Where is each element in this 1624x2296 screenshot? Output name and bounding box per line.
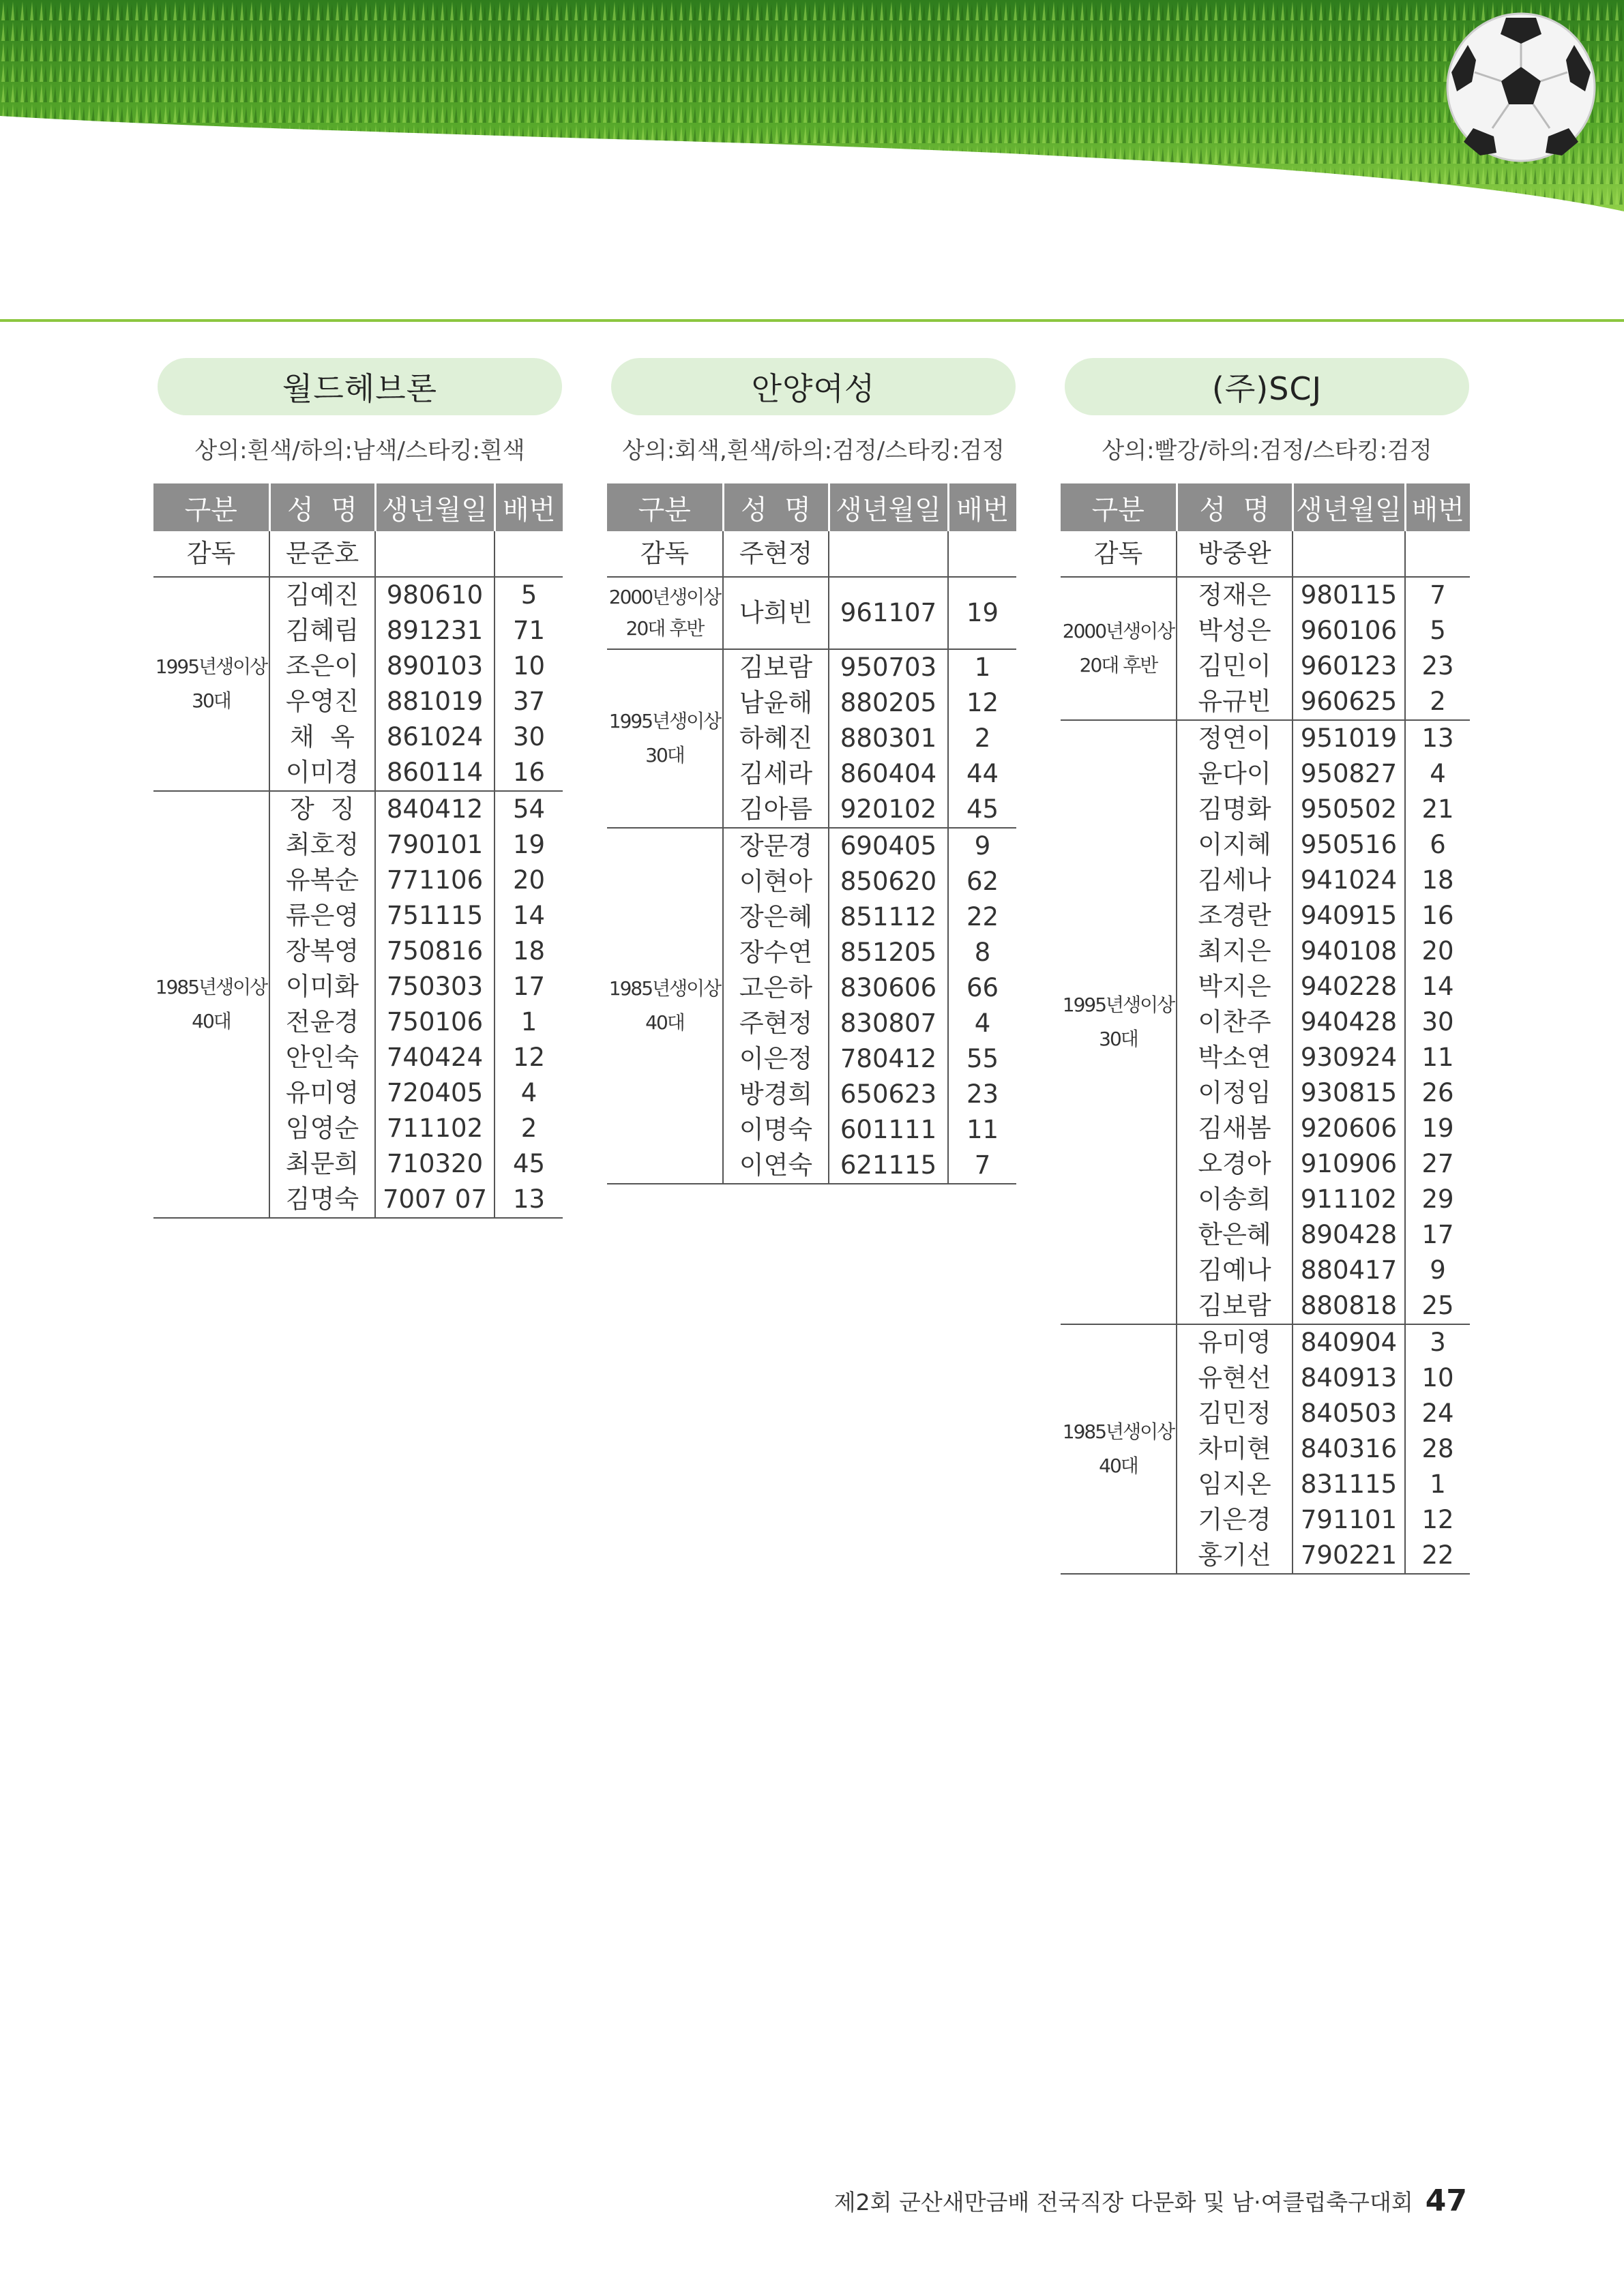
- player-name: 유현선: [1177, 1360, 1293, 1396]
- player-number: 62: [966, 867, 999, 896]
- coach-role: 감독: [607, 531, 723, 577]
- player-birthdate: 601111: [829, 1112, 948, 1148]
- player-name: 김새봄: [1177, 1111, 1293, 1146]
- player-birthdate: 951019: [1293, 720, 1405, 756]
- player-name: 조은이: [269, 648, 375, 684]
- player-name: 장복영: [269, 934, 375, 969]
- player-number: 20: [1421, 936, 1454, 966]
- player-name: 최지은: [1177, 934, 1293, 969]
- player-number: 8: [974, 938, 991, 967]
- player-row: [1061, 720, 1470, 756]
- age-group: [153, 577, 563, 791]
- player-name: 김명화: [1177, 792, 1293, 827]
- age-group-label: 2000년생이상 20대 후반: [607, 577, 723, 649]
- player-name: 류은영: [269, 898, 375, 934]
- player-name: 김민정: [1177, 1396, 1293, 1431]
- player-birthdate: 830606: [829, 970, 948, 1006]
- player-name: 박소연: [1177, 1040, 1293, 1075]
- player-number: 11: [1421, 1043, 1454, 1072]
- coach-role: 감독: [1061, 531, 1177, 577]
- player-number: 30: [512, 722, 546, 751]
- player-birthdate: 920102: [829, 792, 948, 828]
- player-name: 우영진: [269, 684, 375, 719]
- player-name: 유복순: [269, 863, 375, 898]
- player-number: 45: [948, 792, 1016, 828]
- player-birthdate: 790221: [1293, 1538, 1405, 1574]
- player-number: 5: [520, 580, 537, 610]
- player-name: 전윤경: [269, 1004, 375, 1040]
- player-number: 28: [1421, 1434, 1454, 1463]
- player-name: 남윤해: [723, 685, 829, 721]
- player-name: 홍기선: [1177, 1538, 1293, 1574]
- player-number: 12: [1421, 1505, 1454, 1534]
- player-birthdate: 980610: [375, 577, 494, 613]
- player-birthdate: 880417: [1293, 1253, 1405, 1288]
- player-birthdate: 891231: [375, 613, 494, 648]
- player-name: 김보람: [1177, 1288, 1293, 1324]
- player-name: 유미영: [269, 1075, 375, 1111]
- player-birthdate: 950703: [829, 649, 948, 685]
- player-number: 45: [512, 1149, 546, 1178]
- player-name: 김혜림: [269, 613, 375, 648]
- player-birthdate: 791101: [1293, 1502, 1405, 1538]
- player-birthdate: 860114: [375, 755, 494, 791]
- player-name: 장은혜: [723, 899, 829, 935]
- player-name: 고은하: [723, 970, 829, 1006]
- age-group-label: 1995년생이상 30대: [607, 649, 723, 828]
- player-name: 김아름: [723, 792, 829, 828]
- player-name: 유미영: [1177, 1324, 1293, 1360]
- coach-role: 감독: [153, 531, 269, 577]
- player-number: 14: [512, 901, 546, 930]
- player-birthdate: 740424: [375, 1040, 494, 1075]
- player-name: 이명숙: [723, 1112, 829, 1148]
- player-birthdate: 650623: [829, 1077, 948, 1112]
- player-birthdate: 930815: [1293, 1075, 1405, 1111]
- player-birthdate: 621115: [829, 1148, 948, 1184]
- age-group-label: 1985년생이상 40대: [607, 828, 723, 1184]
- player-birthdate: 860404: [829, 756, 948, 792]
- player-row: [607, 577, 1016, 649]
- player-number: 21: [1421, 794, 1454, 824]
- uniform-info: 상의:흰색/하의:남색/스타킹:흰색: [194, 437, 525, 464]
- player-name: 정재은: [1177, 577, 1293, 613]
- player-number: 27: [1421, 1149, 1454, 1178]
- player-name: 김세나: [1177, 863, 1293, 898]
- team-card-world-hebron: [153, 358, 566, 1219]
- uniform-info: 상의:회색,흰색/하의:검정/스타킹:검정: [622, 437, 1005, 464]
- header-category: 구분: [153, 483, 269, 531]
- team-card-anyang-women: [607, 358, 1020, 1184]
- player-name: 박성은: [1177, 613, 1293, 648]
- player-number: 26: [1421, 1078, 1454, 1107]
- player-number: 23: [966, 1079, 999, 1109]
- player-number: 25: [1405, 1288, 1470, 1324]
- header-name: 성 명: [723, 483, 829, 531]
- age-group: [607, 828, 1016, 1184]
- player-number: 7: [1430, 580, 1446, 610]
- roster-table: [153, 483, 563, 1219]
- player-name: 박지은: [1177, 969, 1293, 1004]
- player-birthdate: 950516: [1293, 827, 1405, 863]
- header-birthdate: 생년월일: [1293, 483, 1405, 531]
- player-birthdate: 930924: [1293, 1040, 1405, 1075]
- header-category: 구분: [607, 483, 723, 531]
- player-number: 14: [1421, 972, 1454, 1001]
- team-card-scj: [1061, 358, 1473, 1575]
- player-birthdate: 790101: [375, 827, 494, 863]
- coach-name: 주현정: [723, 531, 829, 577]
- age-group: [1061, 577, 1470, 720]
- player-name: 안인숙: [269, 1040, 375, 1075]
- team-name: 안양여성: [611, 358, 1016, 415]
- player-number: 18: [1421, 865, 1454, 895]
- footer-title: 제2회 군산새만금배 전국직장 다문화 및 남·여클럽축구대회: [833, 2188, 1413, 2216]
- player-birthdate: 940428: [1293, 1004, 1405, 1040]
- player-birthdate: 890103: [375, 648, 494, 684]
- player-birthdate: 780412: [829, 1041, 948, 1077]
- player-name: 정연이: [1177, 720, 1293, 756]
- player-number: 44: [966, 759, 999, 788]
- player-name: 이현아: [723, 864, 829, 899]
- player-row: [153, 791, 563, 827]
- player-name: 최문희: [269, 1146, 375, 1182]
- player-birthdate: 750106: [375, 1004, 494, 1040]
- player-number: 7: [948, 1148, 1016, 1184]
- player-birthdate: 940108: [1293, 934, 1405, 969]
- player-number: 17: [1421, 1220, 1454, 1249]
- player-birthdate: 851112: [829, 899, 948, 935]
- player-birthdate: 850620: [829, 864, 948, 899]
- player-name: 기은경: [1177, 1502, 1293, 1538]
- player-name: 방경희: [723, 1077, 829, 1112]
- player-birthdate: 750816: [375, 934, 494, 969]
- player-name: 채 옥: [269, 719, 375, 755]
- age-group-label: 2000년생이상 20대 후반: [1061, 577, 1177, 720]
- player-birthdate: 960106: [1293, 613, 1405, 648]
- player-birthdate: 840904: [1293, 1324, 1405, 1360]
- player-name: 하혜진: [723, 721, 829, 756]
- player-number: 19: [1421, 1114, 1454, 1143]
- player-row: [153, 577, 563, 613]
- player-name: 김예진: [269, 577, 375, 613]
- player-birthdate: 940228: [1293, 969, 1405, 1004]
- player-name: 김세라: [723, 756, 829, 792]
- player-number: 11: [966, 1115, 999, 1144]
- player-birthdate: 890428: [1293, 1217, 1405, 1253]
- player-birthdate: 880301: [829, 721, 948, 756]
- age-group-label: 1985년생이상 40대: [153, 791, 269, 1218]
- player-number: 19: [512, 830, 546, 859]
- header-name: 성 명: [269, 483, 375, 531]
- player-number: 54: [512, 794, 546, 824]
- player-name: 이송희: [1177, 1182, 1293, 1217]
- player-number: 24: [1421, 1399, 1454, 1428]
- player-name: 장문경: [723, 828, 829, 864]
- player-number: 4: [520, 1078, 537, 1107]
- player-number: 9: [1430, 1255, 1446, 1285]
- player-birthdate: 881019: [375, 684, 494, 719]
- age-group: [607, 649, 1016, 828]
- player-number: 30: [1421, 1007, 1454, 1037]
- player-name: 이미화: [269, 969, 375, 1004]
- soccer-ball-icon: [1447, 14, 1595, 161]
- player-birthdate: 911102: [1293, 1182, 1405, 1217]
- player-birthdate: 940915: [1293, 898, 1405, 934]
- player-birthdate: 880205: [829, 685, 948, 721]
- player-number: 2: [974, 724, 991, 753]
- header-birthdate: 생년월일: [375, 483, 494, 531]
- player-birthdate: 840316: [1293, 1431, 1405, 1467]
- player-number: 29: [1421, 1184, 1454, 1214]
- green-divider: [0, 319, 1624, 322]
- player-name: 이은정: [723, 1041, 829, 1077]
- player-name: 임지온: [1177, 1467, 1293, 1502]
- player-birthdate: 840412: [375, 791, 494, 827]
- player-number: 23: [1421, 651, 1454, 681]
- player-number: 19: [948, 577, 1016, 649]
- player-birthdate: 960625: [1293, 684, 1405, 720]
- header-number: 배번: [948, 483, 1016, 531]
- player-name: 김보람: [723, 649, 829, 685]
- team-name: (주)SCJ: [1065, 358, 1469, 415]
- page-number: 47: [1425, 2183, 1467, 2218]
- player-row: [1061, 577, 1470, 613]
- player-number: 20: [512, 865, 546, 895]
- player-number: 22: [1405, 1538, 1470, 1574]
- player-birthdate: 840503: [1293, 1396, 1405, 1431]
- player-name: 이정임: [1177, 1075, 1293, 1111]
- age-group: [607, 577, 1016, 649]
- page-footer: [834, 2180, 1467, 2221]
- player-row: [607, 828, 1016, 864]
- player-name: 김민이: [1177, 648, 1293, 684]
- player-birthdate: 711102: [375, 1111, 494, 1146]
- header-number: 배번: [1405, 483, 1470, 531]
- player-birthdate: 950502: [1293, 792, 1405, 827]
- player-birthdate: 830807: [829, 1006, 948, 1041]
- player-number: 37: [512, 687, 546, 716]
- player-number: 2: [1405, 684, 1470, 720]
- player-number: 2: [520, 1114, 537, 1143]
- age-group: [1061, 720, 1470, 1324]
- player-number: 1: [974, 653, 991, 682]
- player-number: 10: [512, 651, 546, 681]
- player-name: 김명숙: [269, 1182, 375, 1218]
- player-birthdate: 710320: [375, 1146, 494, 1182]
- player-name: 장 징: [269, 791, 375, 827]
- roster-table: [1061, 483, 1470, 1575]
- roster-table: [607, 483, 1016, 1184]
- player-name: 나희빈: [723, 577, 829, 649]
- player-name: 김예나: [1177, 1253, 1293, 1288]
- player-name: 이찬주: [1177, 1004, 1293, 1040]
- player-number: 66: [966, 973, 999, 1002]
- player-name: 장수연: [723, 935, 829, 970]
- player-birthdate: 720405: [375, 1075, 494, 1111]
- player-name: 유규빈: [1177, 684, 1293, 720]
- age-group-label: 1995년생이상 30대: [1061, 720, 1177, 1324]
- player-birthdate: 831115: [1293, 1467, 1405, 1502]
- player-birthdate: 950827: [1293, 756, 1405, 792]
- age-group: [1061, 1324, 1470, 1574]
- player-number: 22: [966, 902, 999, 931]
- player-name: 이연숙: [723, 1148, 829, 1184]
- player-number: 13: [494, 1182, 563, 1218]
- player-birthdate: 920606: [1293, 1111, 1405, 1146]
- player-birthdate: 840913: [1293, 1360, 1405, 1396]
- player-name: 최호정: [269, 827, 375, 863]
- player-name: 한은혜: [1177, 1217, 1293, 1253]
- team-name: 월드헤브론: [158, 358, 562, 415]
- grass-banner: [0, 0, 1624, 225]
- player-birthdate: 961107: [829, 577, 948, 649]
- player-birthdate: 941024: [1293, 863, 1405, 898]
- age-group-label: 1985년생이상 40대: [1061, 1324, 1177, 1574]
- player-number: 4: [1430, 759, 1446, 788]
- coach-name: 문준호: [269, 531, 375, 577]
- age-group: [153, 791, 563, 1218]
- player-number: 12: [966, 688, 999, 717]
- player-number: 4: [974, 1009, 991, 1038]
- player-number: 6: [1430, 830, 1446, 859]
- player-number: 10: [1421, 1363, 1454, 1392]
- player-birthdate: 750303: [375, 969, 494, 1004]
- player-number: 18: [512, 936, 546, 966]
- player-birthdate: 751115: [375, 898, 494, 934]
- player-number: 55: [966, 1044, 999, 1073]
- player-birthdate: 980115: [1293, 577, 1405, 613]
- player-number: 9: [974, 831, 991, 861]
- player-name: 이지혜: [1177, 827, 1293, 863]
- player-birthdate: 7007 07: [375, 1182, 494, 1218]
- player-number: 5: [1430, 616, 1446, 645]
- header-name: 성 명: [1177, 483, 1293, 531]
- player-row: [1061, 1324, 1470, 1360]
- player-name: 차미현: [1177, 1431, 1293, 1467]
- header-category: 구분: [1061, 483, 1177, 531]
- uniform-info: 상의:빨강/하의:검정/스타킹:검정: [1102, 437, 1432, 464]
- age-group-label: 1995년생이상 30대: [153, 577, 269, 791]
- player-name: 오경아: [1177, 1146, 1293, 1182]
- header-number: 배번: [494, 483, 563, 531]
- player-number: 1: [520, 1007, 537, 1037]
- player-number: 12: [512, 1043, 546, 1072]
- player-name: 윤다이: [1177, 756, 1293, 792]
- player-birthdate: 960123: [1293, 648, 1405, 684]
- player-birthdate: 771106: [375, 863, 494, 898]
- player-number: 17: [512, 972, 546, 1001]
- player-number: 16: [1421, 901, 1454, 930]
- player-name: 이미경: [269, 755, 375, 791]
- player-birthdate: 880818: [1293, 1288, 1405, 1324]
- player-birthdate: 861024: [375, 719, 494, 755]
- player-number: 13: [1421, 724, 1454, 753]
- coach-name: 방중완: [1177, 531, 1293, 577]
- player-birthdate: 690405: [829, 828, 948, 864]
- player-row: [607, 649, 1016, 685]
- player-birthdate: 910906: [1293, 1146, 1405, 1182]
- player-number: 16: [494, 755, 563, 791]
- player-number: 1: [1430, 1470, 1446, 1499]
- player-name: 주현정: [723, 1006, 829, 1041]
- player-birthdate: 851205: [829, 935, 948, 970]
- player-name: 조경란: [1177, 898, 1293, 934]
- player-name: 임영순: [269, 1111, 375, 1146]
- player-number: 71: [512, 616, 546, 645]
- player-number: 3: [1430, 1328, 1446, 1357]
- header-birthdate: 생년월일: [829, 483, 948, 531]
